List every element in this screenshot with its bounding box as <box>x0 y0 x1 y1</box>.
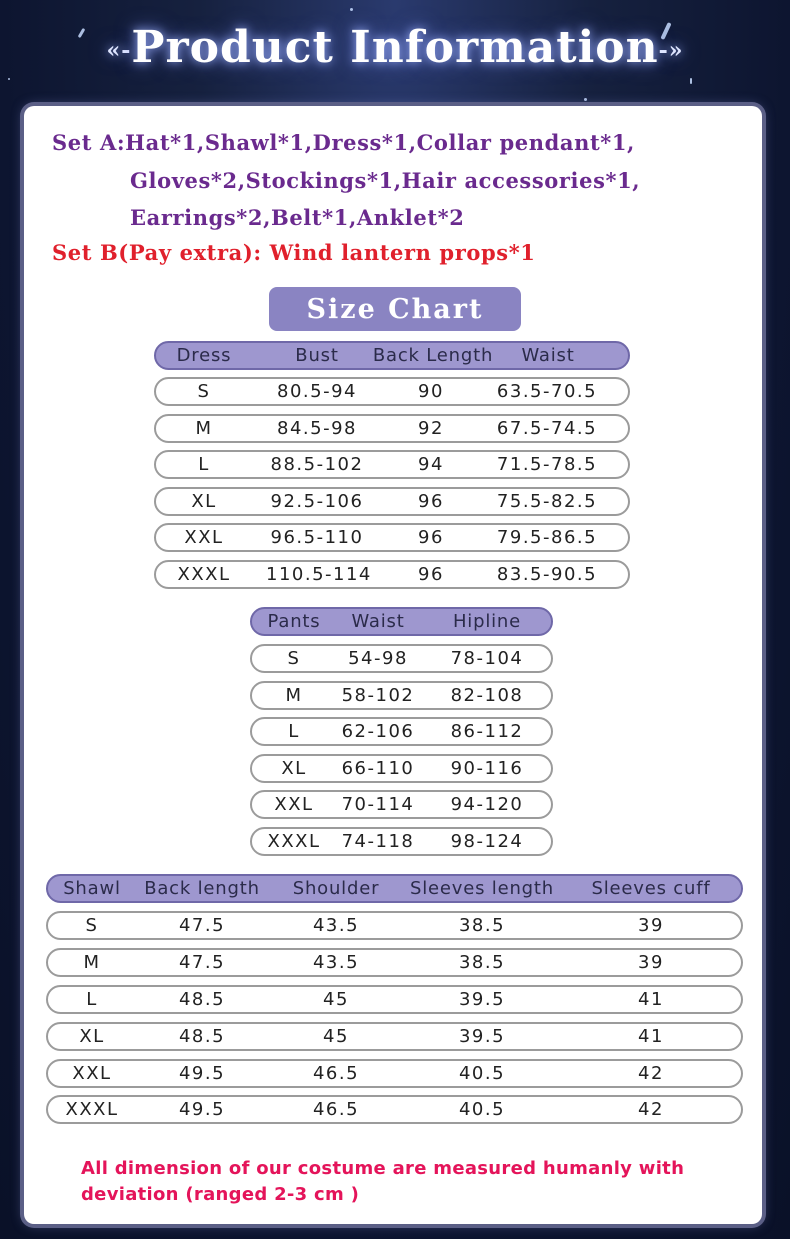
size-cell: XXXL <box>65 1099 119 1120</box>
hipline-cell: 86-112 <box>450 721 524 742</box>
table-row <box>250 717 553 746</box>
waist-cell: 66-110 <box>341 758 415 779</box>
waist-cell: 74-118 <box>341 831 415 852</box>
hipline-cell: 94-120 <box>450 794 524 815</box>
bust-cell: 80.5-94 <box>277 381 357 402</box>
set-a-line-1: Set A:Hat*1,Shawl*1,Dress*1,Collar pendant*1, <box>52 130 635 155</box>
shawl-header-back-length: Back length <box>144 878 260 899</box>
dress-header-bust: Bust <box>295 345 339 366</box>
waist-cell: 62-106 <box>341 721 415 742</box>
sleeves-length-cell: 38.5 <box>458 915 506 936</box>
size-cell: XL <box>191 491 217 512</box>
sleeves-length-cell: 39.5 <box>458 1026 506 1047</box>
table-row <box>46 1022 743 1051</box>
shoulder-cell: 45 <box>323 1026 349 1047</box>
bust-cell: 88.5-102 <box>270 454 364 475</box>
size-cell: M <box>83 952 101 973</box>
table-row <box>250 790 553 819</box>
size-cell: S <box>85 915 99 936</box>
table-row <box>250 644 553 673</box>
product-info-panel <box>24 106 762 1224</box>
table-row <box>250 681 553 710</box>
sleeves-cuff-cell: 41 <box>638 1026 664 1047</box>
size-cell: M <box>195 418 213 439</box>
set-a-line-2: Gloves*2,Stockings*1,Hair accessories*1, <box>130 168 641 193</box>
bust-cell: 110.5-114 <box>266 564 372 585</box>
table-row <box>154 560 630 589</box>
dress-header-back-length: Back Length <box>372 345 494 366</box>
hipline-cell: 98-124 <box>450 831 524 852</box>
table-row <box>250 827 553 856</box>
size-cell: XL <box>79 1026 105 1047</box>
shoulder-cell: 46.5 <box>312 1063 360 1084</box>
bust-cell: 84.5-98 <box>277 418 357 439</box>
table-row <box>250 754 553 783</box>
back-length-cell: 96 <box>418 527 444 548</box>
table-row <box>46 985 743 1014</box>
page-title-text: Product Information <box>131 22 659 73</box>
bust-cell: 96.5-110 <box>270 527 364 548</box>
dress-header-size: Dress <box>176 345 232 366</box>
back-length-cell: 94 <box>418 454 444 475</box>
back-length-cell: 90 <box>418 381 444 402</box>
waist-cell: 83.5-90.5 <box>496 564 598 585</box>
shoulder-cell: 45 <box>323 989 349 1010</box>
size-cell: M <box>285 685 303 706</box>
set-a-line-3: Earrings*2,Belt*1,Anklet*2 <box>130 205 465 230</box>
measurement-note <box>81 1156 741 1208</box>
shawl-header-sleeves-length: Sleeves length <box>410 878 554 899</box>
table-row <box>154 487 630 516</box>
table-row <box>154 450 630 479</box>
table-row <box>154 377 630 406</box>
shawl-header-size: Shawl <box>63 878 121 899</box>
back-length-cell: 47.5 <box>178 952 226 973</box>
title-ornament-left: «- <box>106 37 132 64</box>
waist-cell: 79.5-86.5 <box>496 527 598 548</box>
pants-header-size: Pants <box>267 611 321 632</box>
note-line-2: deviation (ranged 2-3 cm ) <box>81 1184 360 1205</box>
back-length-cell: 48.5 <box>178 989 226 1010</box>
sparkle-decoration <box>690 78 692 84</box>
size-cell: XXL <box>72 1063 112 1084</box>
sleeves-length-cell: 40.5 <box>458 1099 506 1120</box>
back-length-cell: 96 <box>418 491 444 512</box>
table-row <box>154 523 630 552</box>
sparkle-decoration <box>584 98 587 101</box>
size-cell: L <box>288 721 300 742</box>
set-a-description <box>52 124 752 237</box>
sleeves-cuff-cell: 39 <box>638 915 664 936</box>
sleeves-length-cell: 38.5 <box>458 952 506 973</box>
shoulder-cell: 43.5 <box>312 915 360 936</box>
sleeves-cuff-cell: 42 <box>638 1099 664 1120</box>
shawl-header-sleeves-cuff: Sleeves cuff <box>591 878 711 899</box>
back-length-cell: 48.5 <box>178 1026 226 1047</box>
size-cell: XXXL <box>177 564 231 585</box>
title-ornament-right: -» <box>658 37 684 64</box>
dress-header-waist: Waist <box>521 345 575 366</box>
size-cell: XXXL <box>267 831 321 852</box>
shawl-table-header <box>46 874 743 903</box>
shoulder-cell: 43.5 <box>312 952 360 973</box>
waist-cell: 71.5-78.5 <box>496 454 598 475</box>
sleeves-cuff-cell: 42 <box>638 1063 664 1084</box>
waist-cell: 58-102 <box>341 685 415 706</box>
size-cell: S <box>197 381 211 402</box>
table-row <box>46 948 743 977</box>
waist-cell: 67.5-74.5 <box>496 418 598 439</box>
dress-table-header <box>154 341 630 370</box>
table-row <box>46 1095 743 1124</box>
sparkle-decoration <box>350 8 353 11</box>
shawl-header-shoulder: Shoulder <box>292 878 380 899</box>
size-cell: XXL <box>274 794 314 815</box>
size-cell: L <box>198 454 210 475</box>
sleeves-cuff-cell: 39 <box>638 952 664 973</box>
size-chart-title: Size Chart <box>269 287 521 331</box>
hipline-cell: 90-116 <box>450 758 524 779</box>
size-cell: S <box>287 648 301 669</box>
waist-cell: 63.5-70.5 <box>496 381 598 402</box>
size-cell: XXL <box>184 527 224 548</box>
note-line-1: All dimension of our costume are measured humanly with <box>81 1158 685 1179</box>
page-title <box>0 22 790 73</box>
pants-header-waist: Waist <box>351 611 405 632</box>
sleeves-cuff-cell: 41 <box>638 989 664 1010</box>
pants-table-header <box>250 607 553 636</box>
hipline-cell: 82-108 <box>450 685 524 706</box>
shoulder-cell: 46.5 <box>312 1099 360 1120</box>
bust-cell: 92.5-106 <box>270 491 364 512</box>
back-length-cell: 96 <box>418 564 444 585</box>
waist-cell: 54-98 <box>348 648 408 669</box>
back-length-cell: 49.5 <box>178 1099 226 1120</box>
sleeves-length-cell: 40.5 <box>458 1063 506 1084</box>
set-b-description: Set B(Pay extra): Wind lantern props*1 <box>52 240 536 265</box>
table-row <box>46 1059 743 1088</box>
pants-header-hipline: Hipline <box>452 611 522 632</box>
sleeves-length-cell: 39.5 <box>458 989 506 1010</box>
waist-cell: 70-114 <box>341 794 415 815</box>
sparkle-decoration <box>8 78 10 80</box>
waist-cell: 75.5-82.5 <box>496 491 598 512</box>
size-cell: XL <box>281 758 307 779</box>
hipline-cell: 78-104 <box>450 648 524 669</box>
size-cell: L <box>86 989 98 1010</box>
table-row <box>154 414 630 443</box>
back-length-cell: 47.5 <box>178 915 226 936</box>
back-length-cell: 92 <box>418 418 444 439</box>
table-row <box>46 911 743 940</box>
back-length-cell: 49.5 <box>178 1063 226 1084</box>
